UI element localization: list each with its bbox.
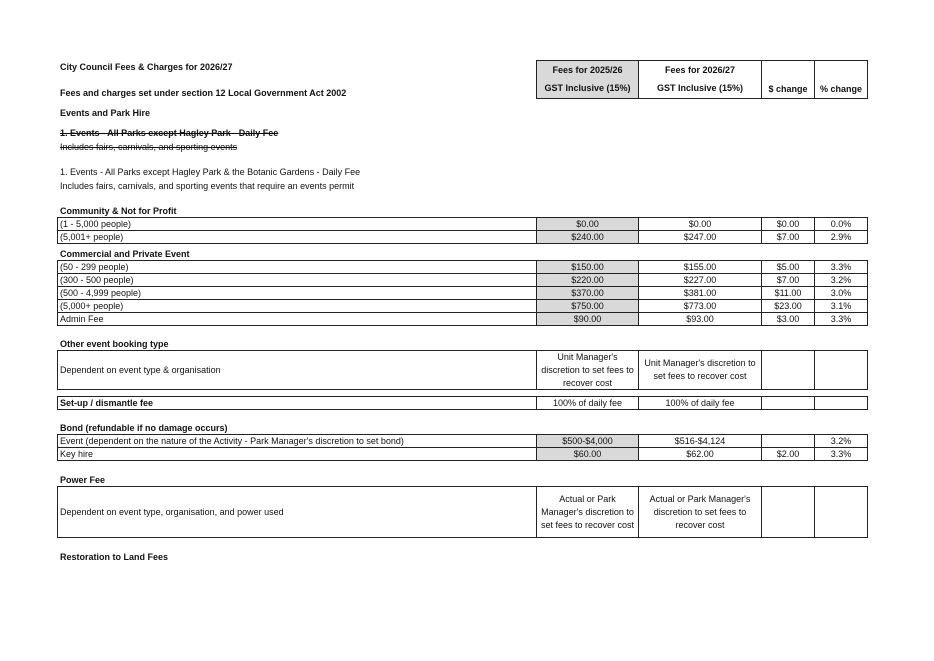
pct-change-cell: 3.3% [814, 312, 868, 326]
commercial-heading: Commercial and Private Event [60, 249, 190, 259]
fee-2627-cell: $155.00 [638, 260, 762, 274]
dollar-change-cell [761, 396, 815, 410]
dollar-change-cell: $23.00 [761, 299, 815, 313]
old-events-note: Includes fairs, carnivals, and sporting events [60, 142, 238, 152]
table-row-label: Event (dependent on the nature of the Activity - Park Manager's discretion to set bond) [57, 434, 537, 448]
column-header-pct-change: % change [814, 60, 868, 99]
pct-change-cell [814, 396, 868, 410]
fee-2627-cell: $93.00 [638, 312, 762, 326]
table-row-label: Key hire [57, 447, 537, 461]
fee-2627-cell: $773.00 [638, 299, 762, 313]
fee-2526-cell: $60.00 [536, 447, 639, 461]
fee-2627-cell: Actual or Park Manager's discretion to set fees to recover cost [638, 486, 762, 538]
pct-change-cell: 3.2% [814, 434, 868, 448]
pct-change-cell [814, 486, 868, 538]
table-row-label: Admin Fee [57, 312, 537, 326]
fee-2627-cell: $62.00 [638, 447, 762, 461]
fee-2526-cell: 100% of daily fee [536, 396, 639, 410]
dollar-change-cell: $2.00 [761, 447, 815, 461]
fee-2526-cell: $0.00 [536, 217, 639, 231]
column-header-fees-2627: Fees for 2026/27 [638, 60, 762, 79]
fee-2627-cell: $381.00 [638, 286, 762, 300]
fee-2526-cell: $500-$4,000 [536, 434, 639, 448]
table-row-label: (300 - 500 people) [57, 273, 537, 287]
dollar-change-cell: $3.00 [761, 312, 815, 326]
table-row-label: Dependent on event type, organisation, and power used [57, 486, 537, 538]
fee-2627-cell: 100% of daily fee [638, 396, 762, 410]
dollar-change-cell: $11.00 [761, 286, 815, 300]
fee-2627-cell: Unit Manager's discretion to set fees to recover cost [638, 350, 762, 390]
fee-2526-cell: $150.00 [536, 260, 639, 274]
fee-2627-cell: $516-$4,124 [638, 434, 762, 448]
fee-2627-cell: $0.00 [638, 217, 762, 231]
section-heading: Events and Park Hire [60, 108, 151, 118]
dollar-change-cell [761, 486, 815, 538]
column-header-gst-2627: GST Inclusive (15%) [638, 79, 762, 99]
dollar-change-cell: $7.00 [761, 230, 815, 244]
dollar-change-cell [761, 434, 815, 448]
page-title: City Council Fees & Charges for 2026/27 [60, 62, 233, 72]
restoration-heading: Restoration to Land Fees [60, 552, 169, 562]
dollar-change-cell: $0.00 [761, 217, 815, 231]
community-heading: Community & Not for Profit [60, 206, 177, 216]
table-row-label: (5,000+ people) [57, 299, 537, 313]
events-heading: 1. Events - All Parks except Hagley Park & the Botanic Gardens - Daily Fee [60, 167, 361, 177]
table-row-label: (1 - 5,000 people) [57, 217, 537, 231]
pct-change-cell: 0.0% [814, 217, 868, 231]
dollar-change-cell [761, 350, 815, 390]
page-subtitle: Fees and charges set under section 12 Local Government Act 2002 [60, 88, 347, 98]
setup-label: Set-up / dismantle fee [57, 396, 537, 410]
pct-change-cell: 2.9% [814, 230, 868, 244]
power-heading: Power Fee [60, 475, 106, 485]
pct-change-cell: 3.2% [814, 273, 868, 287]
dollar-change-cell: $5.00 [761, 260, 815, 274]
pct-change-cell: 3.3% [814, 447, 868, 461]
pct-change-cell [814, 350, 868, 390]
fee-2526-cell: $90.00 [536, 312, 639, 326]
column-header-dollar-change: $ change [761, 60, 815, 99]
fee-2526-cell: $220.00 [536, 273, 639, 287]
column-header-fees-2526: Fees for 2025/26 [536, 60, 639, 79]
other-heading: Other event booking type [60, 339, 169, 349]
dollar-change-cell: $7.00 [761, 273, 815, 287]
table-row-label: Dependent on event type & organisation [57, 350, 537, 390]
bond-heading: Bond (refundable if no damage occurs) [60, 423, 228, 433]
fee-2526-cell: Unit Manager's discretion to set fees to recover cost [536, 350, 639, 390]
table-row-label: (500 - 4,999 people) [57, 286, 537, 300]
fee-2526-cell: $750.00 [536, 299, 639, 313]
pct-change-cell: 3.0% [814, 286, 868, 300]
fee-2627-cell: $227.00 [638, 273, 762, 287]
column-header-gst-2526: GST Inclusive (15%) [536, 79, 639, 99]
pct-change-cell: 3.1% [814, 299, 868, 313]
pct-change-cell: 3.3% [814, 260, 868, 274]
table-row-label: (50 - 299 people) [57, 260, 537, 274]
old-events-heading: 1. Events - All Parks except Hagley Park - Daily Fee [60, 128, 279, 138]
fee-2526-cell: Actual or Park Manager's discretion to set fees to recover cost [536, 486, 639, 538]
fee-2526-cell: $240.00 [536, 230, 639, 244]
fee-2526-cell: $370.00 [536, 286, 639, 300]
table-row-label: (5,001+ people) [57, 230, 537, 244]
events-note: Includes fairs, carnivals, and sporting events that require an events permit [60, 181, 355, 191]
fee-2627-cell: $247.00 [638, 230, 762, 244]
